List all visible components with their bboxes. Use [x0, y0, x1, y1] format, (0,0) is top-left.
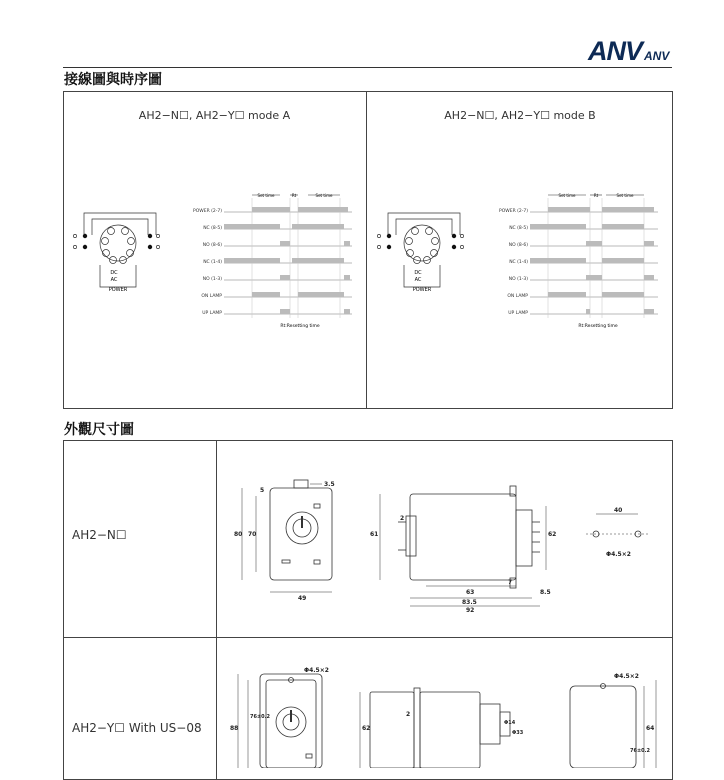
dimension-table-row-divider — [63, 637, 673, 638]
dimension-table-divider — [216, 440, 217, 780]
dim-y-h76b: 76±0.2 — [630, 748, 651, 754]
row-label-ah2-y: AH2−Y☐ With US−08 — [72, 721, 202, 735]
dim-depth-c: 92 — [466, 607, 475, 614]
signal-label-no86-b: NO (8-6) — [508, 243, 528, 248]
dim-y-two: 2 — [406, 711, 411, 718]
dim-two: 2 — [400, 515, 405, 522]
timing-chart-b — [486, 186, 664, 336]
dim-seven: 7 — [508, 579, 513, 586]
signal-label-nc85-b: NC (8-5) — [509, 226, 528, 231]
signal-label-power-a: POWER (2-7) — [193, 209, 222, 214]
dim-front-h2: 70 — [248, 531, 257, 538]
dim-hole: Φ4.5×2 — [606, 551, 631, 558]
socket-dc-label-b: DC — [414, 270, 422, 276]
set-time-label-b1: Set time — [558, 193, 576, 198]
set-time-label-a2: Set time — [315, 193, 333, 198]
wiring-divider — [366, 91, 367, 409]
dim-h62: 62 — [548, 531, 557, 538]
dimension-section-title: 外觀尺寸圖 — [64, 422, 134, 438]
panel-b-title: AH2−N☐, AH2−Y☐ mode B — [444, 109, 596, 122]
wiring-section-title: 接線圖與時序圖 — [64, 72, 162, 88]
dim-front-h: 80 — [234, 531, 243, 538]
dim-h61: 61 — [370, 531, 379, 538]
rt-label-a: Rt — [291, 193, 297, 198]
socket-wiring-diagram-a — [70, 205, 170, 305]
dim-y-h88: 88 — [230, 725, 239, 732]
signal-label-nc14-b: NC (1-4) — [509, 260, 528, 265]
row-label-ah2-n: AH2−N☐ — [72, 528, 127, 542]
dim-y-h62: 62 — [362, 725, 371, 732]
brand-logo-small: ANV — [644, 49, 670, 63]
socket-power-label-a: POWER — [108, 287, 128, 293]
footnote-b: Rt:Resetting time — [578, 324, 618, 329]
footnote-a: Rt:Resetting time — [280, 324, 320, 329]
signal-label-onlamp-a: ON LAMP — [201, 294, 222, 299]
dim-y-h76: 76±0.2 — [250, 714, 271, 720]
dim-y-d33: Φ33 — [512, 730, 524, 736]
socket-dc-label-a: DC — [110, 270, 118, 276]
signal-label-power-b: POWER (2-7) — [499, 209, 528, 214]
dim-y-d14: Φ14 — [504, 720, 516, 726]
dim-depth-a: 63 — [466, 589, 475, 596]
timing-chart-a — [180, 186, 358, 336]
set-time-label-b2: Set time — [616, 193, 634, 198]
set-time-label-a1: Set time — [257, 193, 275, 198]
socket-ac-label-a: AC — [110, 277, 118, 283]
dim-depth-b: 83.5 — [462, 599, 477, 606]
dim-y-hole: Φ4.5×2 — [304, 667, 329, 674]
signal-label-onlamp-b: ON LAMP — [507, 294, 528, 299]
dim-y-h64: 64 — [646, 725, 655, 732]
dimension-drawing-ah2-y — [230, 652, 670, 768]
signal-label-nc85-a: NC (8-5) — [203, 226, 222, 231]
dim-tail: 8.5 — [540, 589, 551, 596]
dim-side-tab: 5 — [260, 487, 265, 494]
dimension-drawing-ah2-n — [230, 470, 670, 630]
rt-label-b: Rt — [593, 193, 599, 198]
socket-ac-label-b: AC — [414, 277, 422, 283]
panel-a-title: AH2−N☐, AH2−Y☐ mode A — [138, 109, 291, 122]
dim-hole-pitch: 40 — [614, 507, 623, 514]
socket-wiring-diagram-b — [374, 205, 474, 305]
signal-label-uplamp-b: UP LAMP — [508, 311, 528, 316]
brand-logo: ANV — [588, 36, 643, 66]
signal-label-uplamp-a: UP LAMP — [202, 311, 222, 316]
header-rule — [63, 67, 672, 68]
dim-y-hole2: Φ4.5×2 — [614, 673, 639, 680]
socket-power-label-b: POWER — [412, 287, 432, 293]
signal-label-no13-b: NO (1-3) — [508, 277, 528, 282]
dim-top: 3.5 — [324, 481, 335, 488]
dim-width: 49 — [298, 595, 307, 602]
signal-label-nc14-a: NC (1-4) — [203, 260, 222, 265]
signal-label-no13-a: NO (1-3) — [202, 277, 222, 282]
signal-label-no86-a: NO (8-6) — [202, 243, 222, 248]
